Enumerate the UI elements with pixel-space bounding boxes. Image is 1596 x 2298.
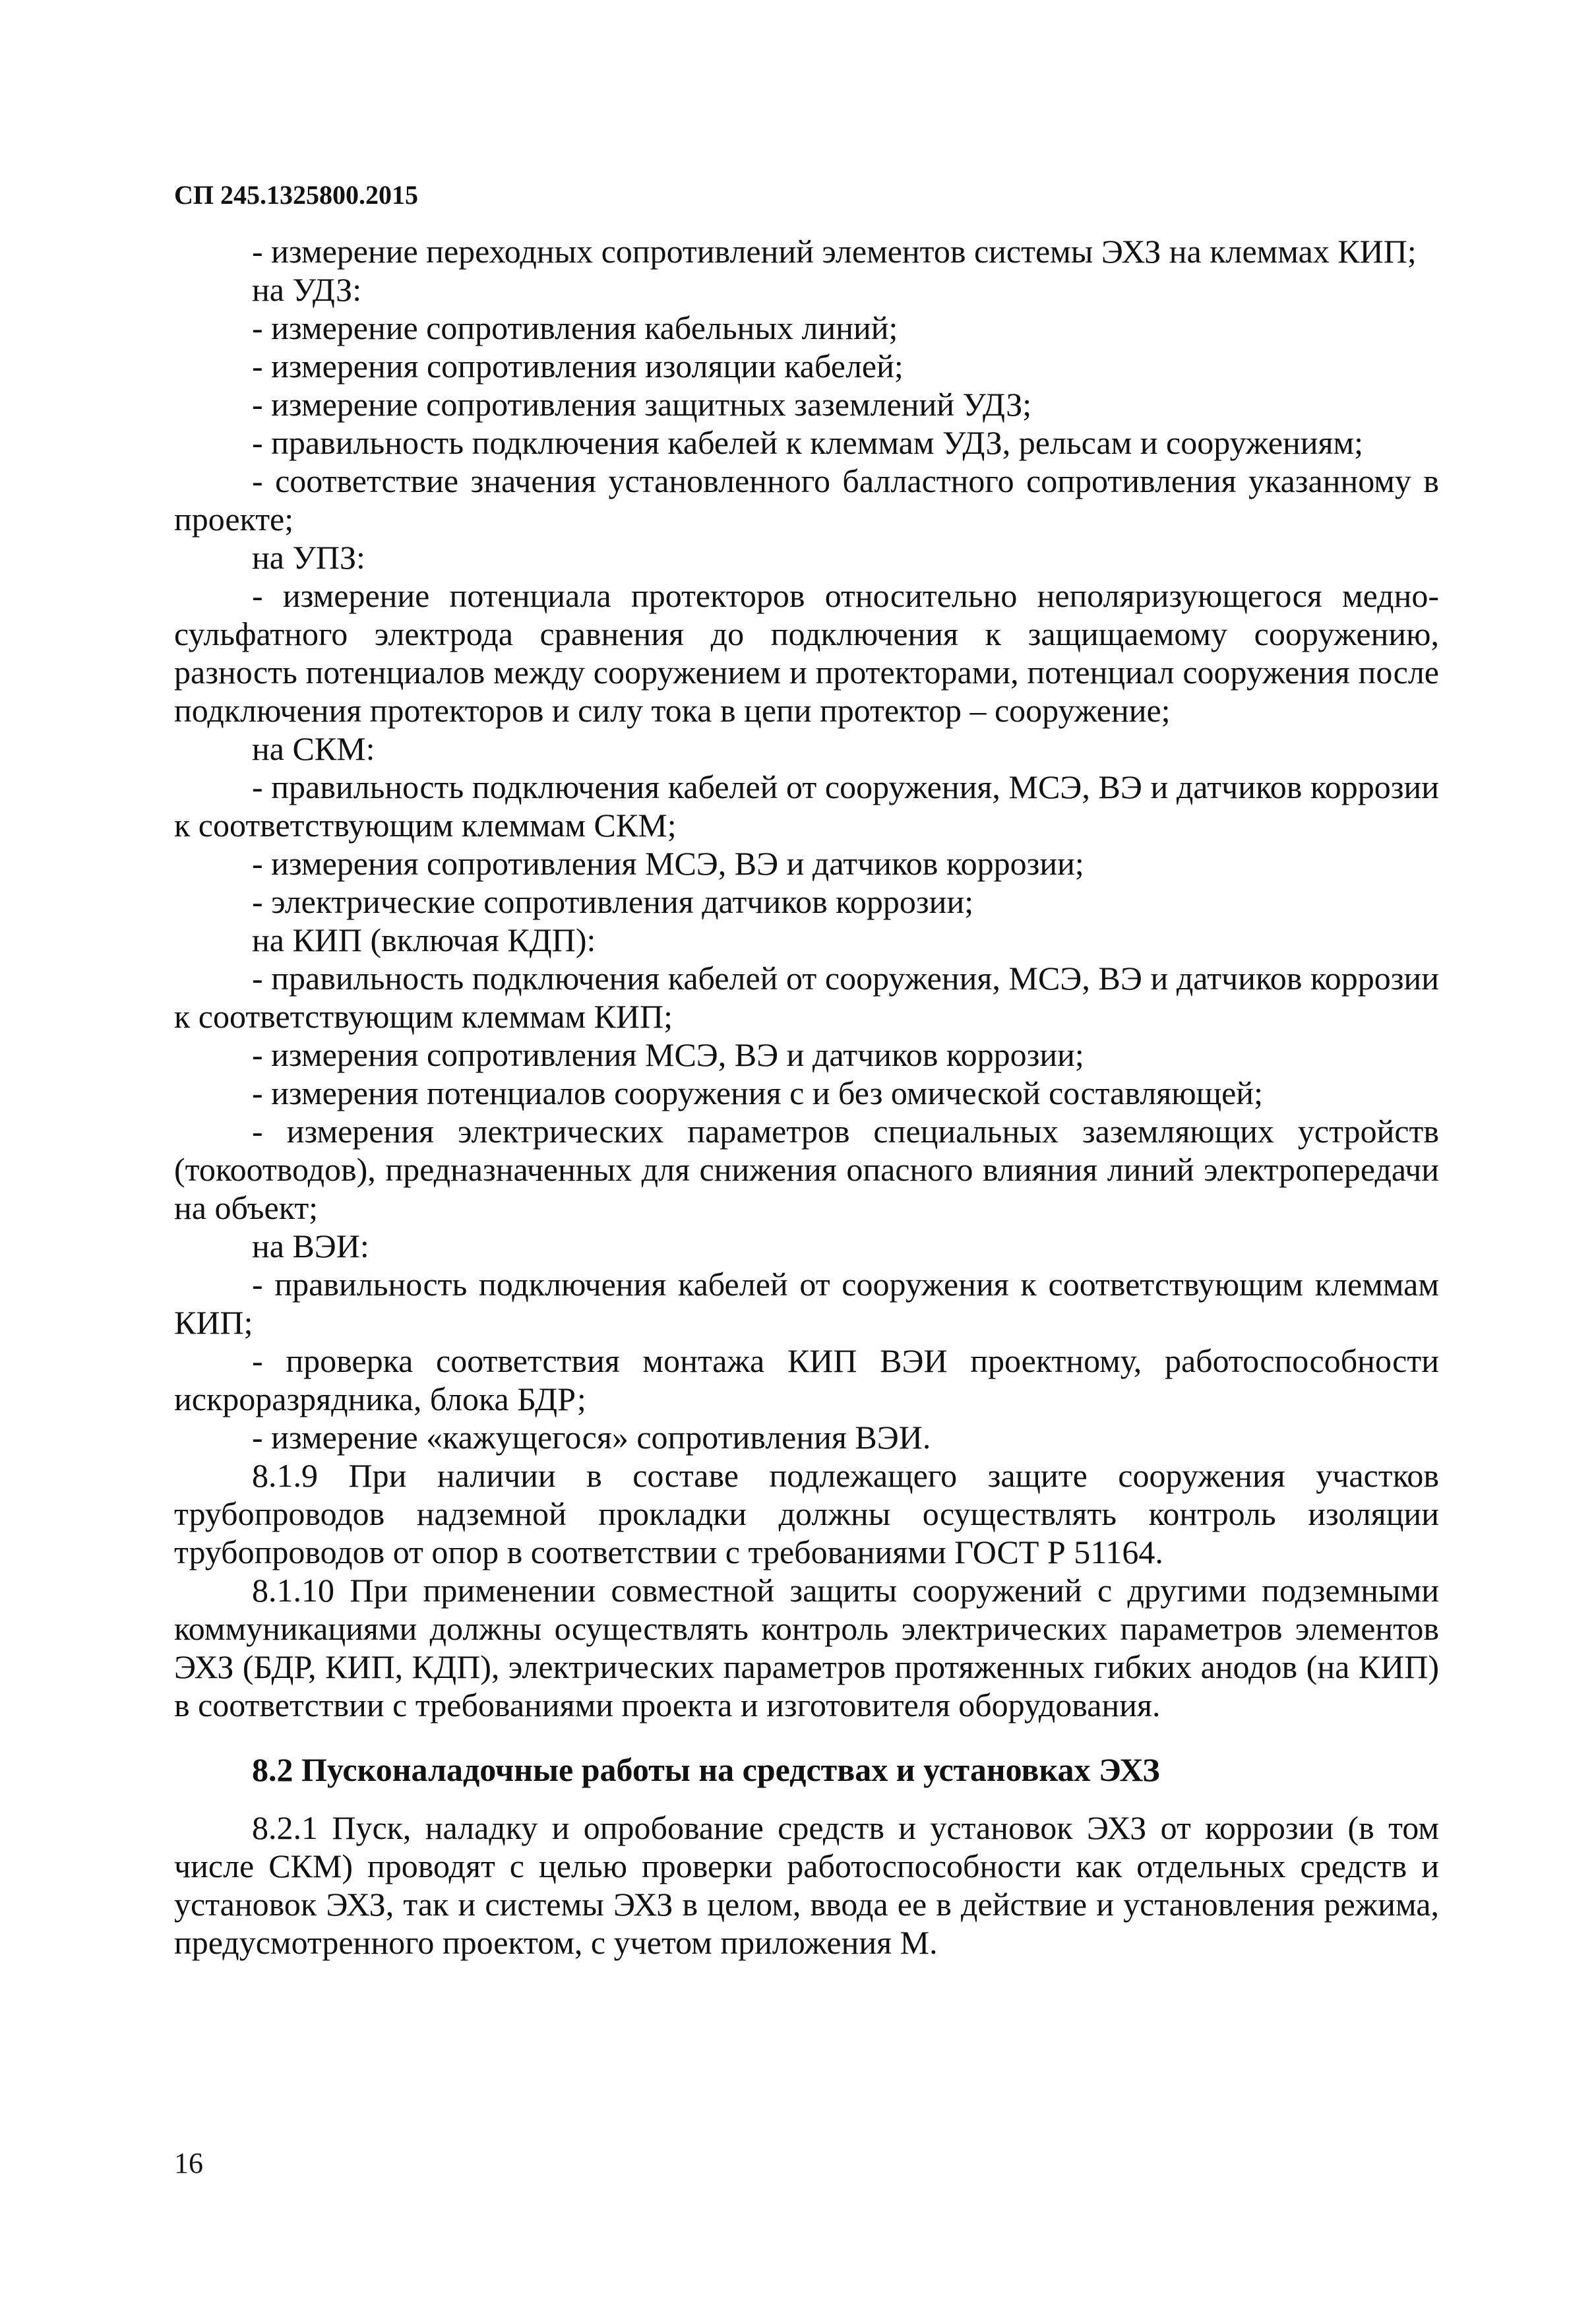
paragraph: на КИП (включая КДП): [252,921,596,958]
paragraph: - измерения сопротивления МСЭ, ВЭ и датчиков коррозии; [252,845,1084,882]
paragraph: - измерения потенциалов сооружения с и без омической составляющей; [252,1074,1263,1111]
document-header: СП 245.1325800.2015 [174,180,418,210]
paragraph: - правильность подключения кабелей от сооружения, МСЭ, ВЭ и датчиков коррозии к соответствующим клеммам СКМ; [174,768,1439,844]
paragraph: 8.1.10 При применении совместной защиты сооружений с другими подземными коммуникациями должны осуществлять контроль электрических параметров элементов ЭХЗ (БДР, КИП, КДП), электрических параметров протяженных гибких анодов (на КИП) в соответствии с требованиями проекта и изготовителя оборудования. [174,1572,1439,1724]
paragraph: - измерения сопротивления МСЭ, ВЭ и датчиков коррозии; [252,1036,1084,1073]
paragraph: 8.2.1 Пуск, наладку и опробование средств и установок ЭХЗ от коррозии (в том числе СКМ) проводят с целью проверки работоспособности как отдельных средств и установок ЭХЗ, так и системы ЭХЗ в целом, ввода ее в действие и установления режима, предусмотренного проектом, с учетом приложения М. [174,1809,1439,1961]
paragraph: - соответствие значения установленного балластного сопротивления указанному в проекте; [174,462,1439,538]
paragraph: - измерения электрических параметров специальных заземляющих устройств (токоотводов), предназначенных для снижения опасного влияния линий электропередачи на объект; [174,1113,1439,1226]
paragraph: - правильность подключения кабелей к клеммам УДЗ, рельсам и сооружениям; [252,424,1364,461]
paragraph: - измерение «кажущегося» сопротивления ВЭИ. [252,1419,931,1456]
document-body [174,232,1439,1962]
paragraph: - измерение сопротивления кабельных линий; [252,309,898,346]
paragraph: - измерения сопротивления изоляции кабелей; [252,348,904,385]
paragraph: на УПЗ: [252,539,365,576]
paragraph: на СКМ: [252,730,375,767]
paragraph: - электрические сопротивления датчиков коррозии; [252,883,974,920]
section-heading: 8.2 Пусконаладочные работы на средствах и установках ЭХЗ [252,1751,1160,1788]
paragraph: - правильность подключения кабелей от сооружения к соответствующим клеммам КИП; [174,1266,1439,1341]
paragraph: - проверка соответствия монтажа КИП ВЭИ проектному, работоспособности искроразрядника, блока БДР; [174,1342,1439,1417]
paragraph: - измерение переходных сопротивлений элементов системы ЭХЗ на клеммах КИП; [252,233,1417,270]
paragraph: - измерение сопротивления защитных заземлений УДЗ; [252,386,1032,423]
paragraph: 8.1.9 При наличии в составе подлежащего защите сооружения участков трубопроводов надземной прокладки должны осуществлять контроль изоляции трубопроводов от опор в соответствии с требованиями ГОСТ Р 51164. [174,1457,1439,1570]
page-number: 16 [174,2147,203,2179]
paragraph: на УДЗ: [252,271,362,308]
paragraph: - измерение потенциала протекторов относительно неполяризующегося медно-сульфатного электрода сравнения до подключения к защищаемому сооружению, разность потенциалов между сооружением и протекторами, потенциал сооружения после подключения протекторов и силу тока в цепи протектор – сооружение; [174,577,1439,729]
paragraph: - правильность подключения кабелей от сооружения, МСЭ, ВЭ и датчиков коррозии к соответствующим клеммам КИП; [174,960,1439,1035]
paragraph: на ВЭИ: [252,1227,369,1264]
